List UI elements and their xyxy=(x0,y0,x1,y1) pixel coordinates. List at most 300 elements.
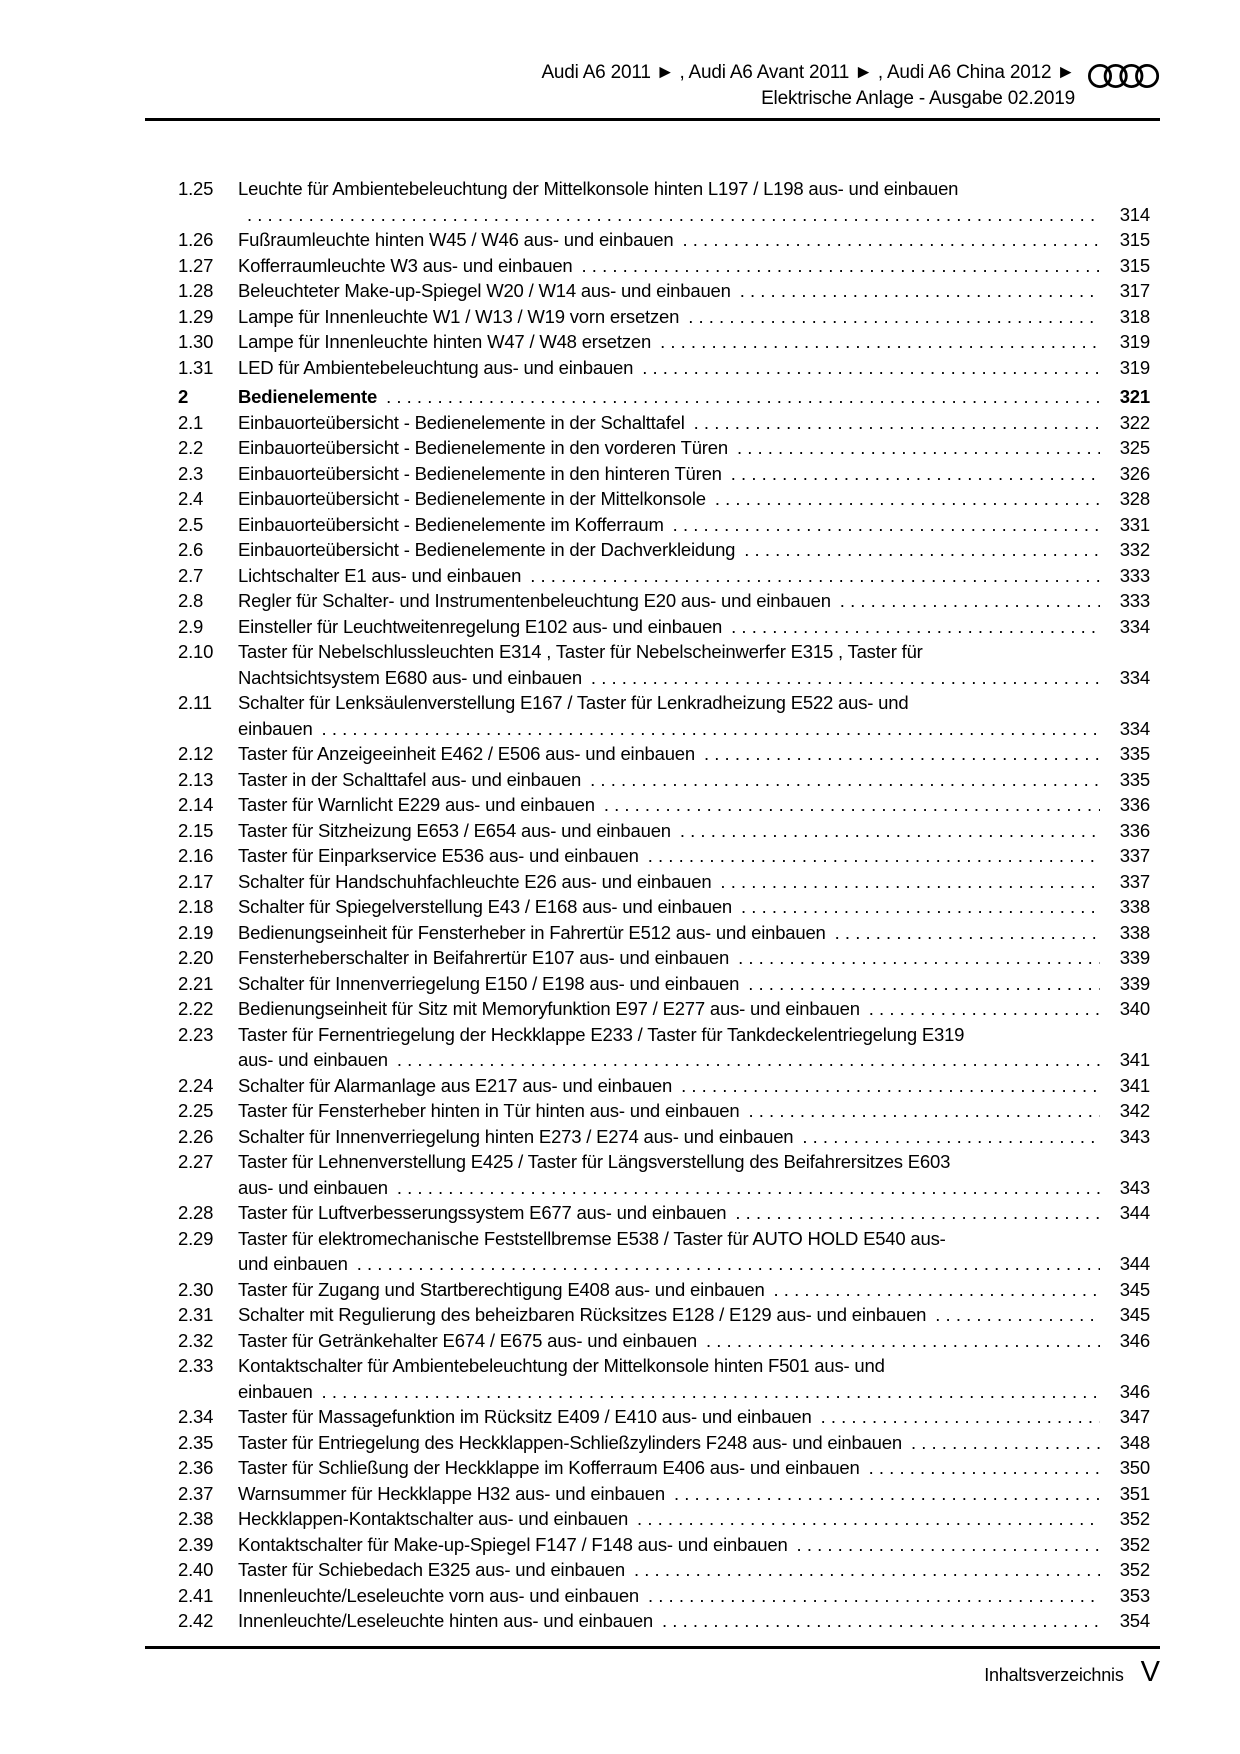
toc-row-number: 2.13 xyxy=(178,768,214,790)
toc-entry-title: Kontaktschalter für Make-up-Spiegel F147 / F148 aus- und einbauen xyxy=(238,1533,788,1555)
toc-page-number: 319 xyxy=(1119,331,1150,352)
toc-row-number: 2.19 xyxy=(178,921,214,943)
dot-leader xyxy=(869,996,1100,1022)
toc-row xyxy=(178,329,1150,355)
toc-line xyxy=(238,1557,1150,1583)
toc-row xyxy=(178,227,1150,253)
toc-row-number: 2.1 xyxy=(178,411,204,433)
toc-entry-title: Taster für Entriegelung des Heckklappen-Schließzylinders F248 aus- und einbauen xyxy=(238,1431,902,1453)
toc-row-number: 2.35 xyxy=(178,1431,214,1453)
toc-entry-title: Schalter mit Regulierung des beheizbaren Rücksitzes E128 / E129 aus- und einbauen xyxy=(238,1304,927,1325)
toc-row xyxy=(178,1557,1150,1583)
toc-row-body xyxy=(238,792,1150,818)
toc-row-number: 1.25 xyxy=(178,178,214,199)
toc-row xyxy=(178,639,1150,690)
toc-row xyxy=(178,1532,1150,1558)
toc-entry-title: Taster für Anzeigeeinheit E462 / E506 aus- und einbauen xyxy=(238,743,695,764)
toc-row-number: 2.33 xyxy=(178,1355,214,1376)
toc-row-body xyxy=(238,1328,1150,1354)
toc-entry-title: Fensterheberschalter in Beifahrertür E107 aus- und einbauen xyxy=(238,947,730,968)
toc-line xyxy=(238,1200,1150,1226)
toc-row xyxy=(178,869,1150,895)
toc-row-body xyxy=(238,1124,1150,1150)
header-divider xyxy=(145,118,1160,121)
toc-row-number: 2.6 xyxy=(178,539,204,560)
toc-page-number: 352 xyxy=(1119,1508,1150,1529)
dot-leader xyxy=(738,945,1100,971)
toc-row-number: 2.12 xyxy=(178,743,214,764)
toc-row-number: 2.9 xyxy=(178,615,204,637)
toc-entry-title: Lampe für Innenleuchte hinten W47 / W48 ersetzen xyxy=(238,331,652,352)
toc-row xyxy=(178,410,1150,436)
toc-entry-title: Schalter für Spiegelverstellung E43 / E168 aus- und einbauen xyxy=(238,896,733,917)
toc-line xyxy=(238,588,1150,614)
toc-line xyxy=(238,639,1150,665)
footer-page-number: V xyxy=(1140,1656,1160,1688)
toc-row xyxy=(178,563,1150,589)
toc-line xyxy=(238,1608,1150,1634)
dot-leader xyxy=(835,920,1100,946)
toc-row-body xyxy=(238,1200,1150,1226)
toc-row-number: 2.27 xyxy=(178,1151,214,1172)
dot-leader xyxy=(731,461,1100,487)
toc-page-number: 315 xyxy=(1119,254,1150,276)
toc-line xyxy=(238,792,1150,818)
toc-line xyxy=(238,1353,1150,1379)
toc-entry-title: Taster für Lehnenverstellung E425 / Taster für Längsverstellung des Beifahrersitzes E603 xyxy=(238,1151,951,1172)
toc-row-body xyxy=(238,512,1150,538)
toc-page-number: 340 xyxy=(1119,998,1150,1019)
toc-row-body xyxy=(238,996,1150,1022)
toc-entry-title: Taster für Getränkehalter E674 / E675 aus- und einbauen xyxy=(238,1329,697,1351)
toc-page-number: 353 xyxy=(1119,1584,1150,1606)
toc-page-number: 352 xyxy=(1119,1559,1150,1580)
toc-entry-title: Schalter für Lenksäulenverstellung E167 / Taster für Lenkradheizung E522 aus- und xyxy=(238,692,909,713)
toc-row xyxy=(178,792,1150,818)
toc-entry-title: einbauen xyxy=(238,717,313,739)
toc-row xyxy=(178,1124,1150,1150)
dot-leader xyxy=(322,1379,1100,1405)
toc-row xyxy=(178,1302,1150,1328)
toc-line xyxy=(238,304,1150,330)
toc-page-number: 354 xyxy=(1119,1610,1150,1631)
dot-leader xyxy=(681,1073,1100,1099)
toc-page-number: 331 xyxy=(1119,513,1150,535)
toc-entry-title: LED für Ambientebeleuchtung aus- und einbauen xyxy=(238,356,634,378)
toc-row-body xyxy=(238,1455,1150,1481)
dot-leader xyxy=(869,1455,1100,1481)
toc-row-number: 2.4 xyxy=(178,488,204,509)
toc-row-body xyxy=(238,384,1150,410)
dot-leader xyxy=(604,792,1100,818)
toc-row-number: 2.18 xyxy=(178,896,214,917)
toc-row xyxy=(178,278,1150,304)
dot-leader xyxy=(682,227,1100,253)
toc-line xyxy=(238,202,1150,228)
dot-leader xyxy=(648,843,1100,869)
toc-row-number: 2.23 xyxy=(178,1023,214,1045)
toc-line xyxy=(238,818,1150,844)
toc-page-number: 345 xyxy=(1119,1278,1150,1300)
toc-entry-title: Einbauorteübersicht - Bedienelemente in der Mittelkonsole xyxy=(238,488,706,509)
toc-page-number: 328 xyxy=(1119,488,1150,509)
toc-row-number: 2.20 xyxy=(178,947,214,968)
toc-row xyxy=(178,1608,1150,1634)
dot-leader xyxy=(744,537,1100,563)
toc-page-number: 317 xyxy=(1119,280,1150,301)
toc-row-body xyxy=(238,1277,1150,1303)
toc-row-body xyxy=(238,304,1150,330)
toc-entry-title: Taster in der Schalttafel aus- und einbauen xyxy=(238,768,582,790)
toc-row xyxy=(178,741,1150,767)
toc-row xyxy=(178,920,1150,946)
toc-row xyxy=(178,537,1150,563)
toc-row-number: 2 xyxy=(178,386,189,407)
toc-entry-title: Einbauorteübersicht - Bedienelemente im Kofferraum xyxy=(238,513,664,535)
toc-page-number: 333 xyxy=(1119,564,1150,586)
toc-row-body xyxy=(238,461,1150,487)
toc-page-number: 325 xyxy=(1119,437,1150,458)
toc-row-body xyxy=(238,176,1150,227)
dot-leader xyxy=(530,563,1100,589)
toc-entry-title: Taster für Luftverbesserungssystem E677 aus- und einbauen xyxy=(238,1202,727,1223)
dot-leader xyxy=(740,278,1100,304)
page-header xyxy=(145,60,1160,112)
toc-line xyxy=(238,1532,1150,1558)
toc-row-number: 2.36 xyxy=(178,1457,214,1478)
toc-row-body xyxy=(238,818,1150,844)
toc-row xyxy=(178,1149,1150,1200)
toc-line xyxy=(238,486,1150,512)
toc-row xyxy=(178,767,1150,793)
toc-row-number: 2.2 xyxy=(178,437,204,458)
toc-page-number: 341 xyxy=(1119,1074,1150,1096)
dot-leader xyxy=(694,410,1100,436)
toc-page-number: 342 xyxy=(1119,1100,1150,1121)
toc-row-body xyxy=(238,1302,1150,1328)
toc-page-number: 321 xyxy=(1119,386,1150,407)
toc-row-number: 1.29 xyxy=(178,305,214,327)
dot-leader xyxy=(642,355,1100,381)
toc-line xyxy=(238,1047,1150,1073)
dot-leader xyxy=(590,767,1100,793)
toc-entry-title: Schalter für Alarmanlage aus E217 aus- und einbauen xyxy=(238,1074,673,1096)
toc-entry-title: Fußraumleuchte hinten W45 / W46 aus- und einbauen xyxy=(238,229,674,250)
toc-line xyxy=(238,355,1150,381)
dot-leader xyxy=(648,1583,1100,1609)
dot-leader xyxy=(731,614,1100,640)
toc-line xyxy=(238,253,1150,279)
toc-line xyxy=(238,945,1150,971)
toc-row-number: 2.37 xyxy=(178,1482,214,1504)
toc-row xyxy=(178,304,1150,330)
toc-page-number: 314 xyxy=(1119,203,1150,225)
toc-page-number: 347 xyxy=(1119,1406,1150,1427)
toc-row xyxy=(178,461,1150,487)
toc-row-number: 2.22 xyxy=(178,998,214,1019)
toc-entry-title: Beleuchteter Make-up-Spiegel W20 / W14 aus- und einbauen xyxy=(238,280,731,301)
toc-row-number: 2.3 xyxy=(178,462,204,484)
dot-leader xyxy=(673,512,1100,538)
toc-row-number: 2.24 xyxy=(178,1074,214,1096)
toc-entry-title: Warnsummer für Heckklappe H32 aus- und einbauen xyxy=(238,1482,665,1504)
dot-leader xyxy=(748,971,1100,997)
toc-row-number: 2.11 xyxy=(178,692,212,713)
toc-entry-title: Schalter für Innenverriegelung E150 / E198 aus- und einbauen xyxy=(238,972,740,994)
toc-entry-title: Taster für elektromechanische Feststellbremse E538 / Taster für AUTO HOLD E540 aus- xyxy=(238,1227,946,1249)
toc-entry-title: Schalter für Innenverriegelung hinten E273 / E274 aus- und einbauen xyxy=(238,1125,794,1147)
toc-entry-title: aus- und einbauen xyxy=(238,1176,388,1198)
toc-line xyxy=(238,1098,1150,1124)
toc-line xyxy=(238,767,1150,793)
toc-line xyxy=(238,843,1150,869)
toc-row-body xyxy=(238,435,1150,461)
toc-row-body xyxy=(238,355,1150,381)
toc-page-number: 348 xyxy=(1119,1431,1150,1453)
toc-line xyxy=(238,1277,1150,1303)
toc-page-number: 346 xyxy=(1119,1329,1150,1351)
toc-entry-title: Leuchte für Ambientebeleuchtung der Mittelkonsole hinten L197 / L198 aus- und einbauen xyxy=(238,178,959,199)
toc-row-body xyxy=(238,614,1150,640)
toc-line xyxy=(238,1175,1150,1201)
toc-page-number: 334 xyxy=(1119,717,1150,739)
toc-page-number: 341 xyxy=(1119,1049,1150,1070)
toc-line xyxy=(238,1506,1150,1532)
toc-page-number: 351 xyxy=(1119,1482,1150,1504)
toc-row-number: 1.31 xyxy=(178,356,214,378)
header-text xyxy=(541,60,1075,112)
toc-row-number: 1.26 xyxy=(178,229,214,250)
toc-row-body xyxy=(238,1353,1150,1404)
toc-entry-title: Schalter für Handschuhfachleuchte E26 aus- und einbauen xyxy=(238,870,712,892)
toc-row-body xyxy=(238,1073,1150,1099)
toc-entry-title: Taster für Warnlicht E229 aus- und einbauen xyxy=(238,794,595,815)
toc-row-number: 2.17 xyxy=(178,870,214,892)
toc-page-number: 334 xyxy=(1119,615,1150,637)
toc-row-number: 2.40 xyxy=(178,1559,214,1580)
toc-row-body xyxy=(238,537,1150,563)
toc-row-number: 2.42 xyxy=(178,1610,214,1631)
toc-row-body xyxy=(238,1532,1150,1558)
toc-line xyxy=(238,461,1150,487)
toc-row-body xyxy=(238,278,1150,304)
toc-page-number: 333 xyxy=(1119,590,1150,611)
toc-page-number: 336 xyxy=(1119,794,1150,815)
toc-entry-title: Kontaktschalter für Ambientebeleuchtung der Mittelkonsole hinten F501 aus- und xyxy=(238,1355,885,1376)
toc-row-body xyxy=(238,1022,1150,1073)
toc-line xyxy=(238,227,1150,253)
toc-row-number: 2.41 xyxy=(178,1584,214,1606)
toc-row-body xyxy=(238,843,1150,869)
toc-row-number: 2.32 xyxy=(178,1329,214,1351)
dot-leader xyxy=(637,1506,1100,1532)
toc-page-number: 335 xyxy=(1119,743,1150,764)
toc-page-number: 338 xyxy=(1119,921,1150,943)
toc-row-body xyxy=(238,1404,1150,1430)
table-of-contents xyxy=(178,176,1150,1634)
toc-row xyxy=(178,1226,1150,1277)
toc-entry-title: Einbauorteübersicht - Bedienelemente in der Schalttafel xyxy=(238,411,685,433)
dot-leader xyxy=(634,1557,1100,1583)
toc-line xyxy=(238,1328,1150,1354)
toc-row xyxy=(178,894,1150,920)
dot-leader xyxy=(802,1124,1100,1150)
toc-line xyxy=(238,1583,1150,1609)
toc-row xyxy=(178,1200,1150,1226)
toc-line xyxy=(238,920,1150,946)
toc-entry-title: Innenleuchte/Leseleuchte vorn aus- und einbauen xyxy=(238,1584,639,1606)
dot-leader xyxy=(715,486,1100,512)
toc-row-body xyxy=(238,1583,1150,1609)
dot-leader xyxy=(397,1175,1100,1201)
toc-row xyxy=(178,1583,1150,1609)
toc-row-body xyxy=(238,639,1150,690)
toc-line xyxy=(238,1302,1150,1328)
toc-page-number: 346 xyxy=(1119,1380,1150,1402)
toc-row-body xyxy=(238,894,1150,920)
dot-leader xyxy=(741,894,1100,920)
toc-line xyxy=(238,278,1150,304)
toc-page-number: 343 xyxy=(1119,1125,1150,1147)
toc-row-body xyxy=(238,1557,1150,1583)
toc-row xyxy=(178,690,1150,741)
toc-line xyxy=(238,1124,1150,1150)
toc-row-number: 2.39 xyxy=(178,1533,214,1555)
toc-row-number: 2.8 xyxy=(178,590,204,611)
toc-entry-title: einbauen xyxy=(238,1380,313,1402)
toc-row-body xyxy=(238,920,1150,946)
footer-label: Inhaltsverzeichnis xyxy=(984,1665,1124,1685)
toc-line xyxy=(238,512,1150,538)
toc-line xyxy=(238,741,1150,767)
toc-line xyxy=(238,971,1150,997)
header-subtitle: Elektrische Anlage - Ausgabe 02.2019 xyxy=(761,88,1075,109)
toc-row xyxy=(178,1098,1150,1124)
toc-line xyxy=(238,384,1150,410)
toc-row xyxy=(178,588,1150,614)
toc-row xyxy=(178,971,1150,997)
toc-line xyxy=(238,435,1150,461)
toc-row xyxy=(178,945,1150,971)
toc-row-body xyxy=(238,945,1150,971)
toc-page-number: 332 xyxy=(1119,539,1150,560)
toc-entry-title: Lampe für Innenleuchte W1 / W13 / W19 vorn ersetzen xyxy=(238,305,680,327)
toc-line xyxy=(238,996,1150,1022)
toc-row-number: 2.7 xyxy=(178,564,204,586)
toc-line xyxy=(238,665,1150,691)
toc-line xyxy=(238,1226,1150,1252)
toc-entry-title: Kofferraumleuchte W3 aus- und einbauen xyxy=(238,254,573,276)
dot-leader xyxy=(357,1251,1100,1277)
toc-row-body xyxy=(238,410,1150,436)
toc-entry-title: aus- und einbauen xyxy=(238,1049,388,1070)
dot-leader xyxy=(397,1047,1100,1073)
dot-leader xyxy=(797,1532,1100,1558)
toc-row-body xyxy=(238,588,1150,614)
toc-line xyxy=(238,1149,1150,1175)
toc-line xyxy=(238,176,1150,202)
toc-row xyxy=(178,1328,1150,1354)
toc-row-number: 2.31 xyxy=(178,1304,214,1325)
dot-leader xyxy=(247,202,1100,228)
toc-page-number: 339 xyxy=(1119,972,1150,994)
toc-row-body xyxy=(238,1149,1150,1200)
toc-page-number: 336 xyxy=(1119,819,1150,841)
toc-row xyxy=(178,486,1150,512)
toc-row xyxy=(178,1277,1150,1303)
toc-line xyxy=(238,410,1150,436)
dot-leader xyxy=(322,716,1100,742)
toc-row-body xyxy=(238,1098,1150,1124)
toc-row xyxy=(178,1481,1150,1507)
toc-row xyxy=(178,384,1150,410)
toc-entry-title: Innenleuchte/Leseleuchte hinten aus- und einbauen xyxy=(238,1610,654,1631)
dot-leader xyxy=(660,329,1100,355)
toc-row-body xyxy=(238,1430,1150,1456)
dot-leader xyxy=(386,384,1100,410)
toc-entry-title: Taster für Massagefunktion im Rücksitz E409 / E410 aus- und einbauen xyxy=(238,1406,812,1427)
toc-line xyxy=(238,894,1150,920)
toc-line xyxy=(238,1404,1150,1430)
toc-entry-title: Bedienungseinheit für Sitz mit Memoryfunktion E97 / E277 aus- und einbauen xyxy=(238,998,860,1019)
dot-leader xyxy=(935,1302,1100,1328)
toc-line xyxy=(238,537,1150,563)
toc-entry-title: Nachtsichtsystem E680 aus- und einbauen xyxy=(238,666,582,688)
toc-row-body xyxy=(238,486,1150,512)
toc-row xyxy=(178,1073,1150,1099)
toc-row xyxy=(178,1506,1150,1532)
toc-row-body xyxy=(238,767,1150,793)
dot-leader xyxy=(591,665,1100,691)
dot-leader xyxy=(774,1277,1100,1303)
toc-page-number: 319 xyxy=(1119,356,1150,378)
toc-row-body xyxy=(238,253,1150,279)
dot-leader xyxy=(704,741,1100,767)
toc-page-number: 345 xyxy=(1119,1304,1150,1325)
toc-row-body xyxy=(238,227,1150,253)
toc-entry-title: Heckklappen-Kontaktschalter aus- und einbauen xyxy=(238,1508,629,1529)
toc-row-number: 2.14 xyxy=(178,794,214,815)
toc-line xyxy=(238,1073,1150,1099)
dot-leader xyxy=(674,1481,1100,1507)
toc-row-number: 2.30 xyxy=(178,1278,214,1300)
page-footer xyxy=(145,1656,1160,1689)
toc-entry-title: Einbauorteübersicht - Bedienelemente in den vorderen Türen xyxy=(238,437,728,458)
toc-page-number: 352 xyxy=(1119,1533,1150,1555)
toc-entry-title: Einsteller für Leuchtweitenregelung E102 aus- und einbauen xyxy=(238,615,723,637)
toc-page-number: 350 xyxy=(1119,1457,1150,1478)
toc-page-number: 335 xyxy=(1119,768,1150,790)
toc-row xyxy=(178,996,1150,1022)
toc-row xyxy=(178,1455,1150,1481)
toc-row-body xyxy=(238,741,1150,767)
audi-rings-icon xyxy=(1088,62,1160,90)
toc-row-number: 2.26 xyxy=(178,1125,214,1147)
toc-entry-title: Taster für Einparkservice E536 aus- und einbauen xyxy=(238,845,639,866)
toc-page-number: 337 xyxy=(1119,845,1150,866)
toc-row-body xyxy=(238,563,1150,589)
dot-leader xyxy=(735,1200,1100,1226)
toc-entry-title: Taster für Fernentriegelung der Heckklappe E233 / Taster für Tankdeckelentriegelung E319 xyxy=(238,1023,965,1045)
toc-line xyxy=(238,690,1150,716)
toc-row xyxy=(178,614,1150,640)
toc-row xyxy=(178,818,1150,844)
toc-entry-title: Bedienelemente xyxy=(238,386,378,407)
toc-row xyxy=(178,176,1150,227)
toc-row-number: 2.38 xyxy=(178,1508,214,1529)
dot-leader xyxy=(737,435,1100,461)
toc-row xyxy=(178,1353,1150,1404)
